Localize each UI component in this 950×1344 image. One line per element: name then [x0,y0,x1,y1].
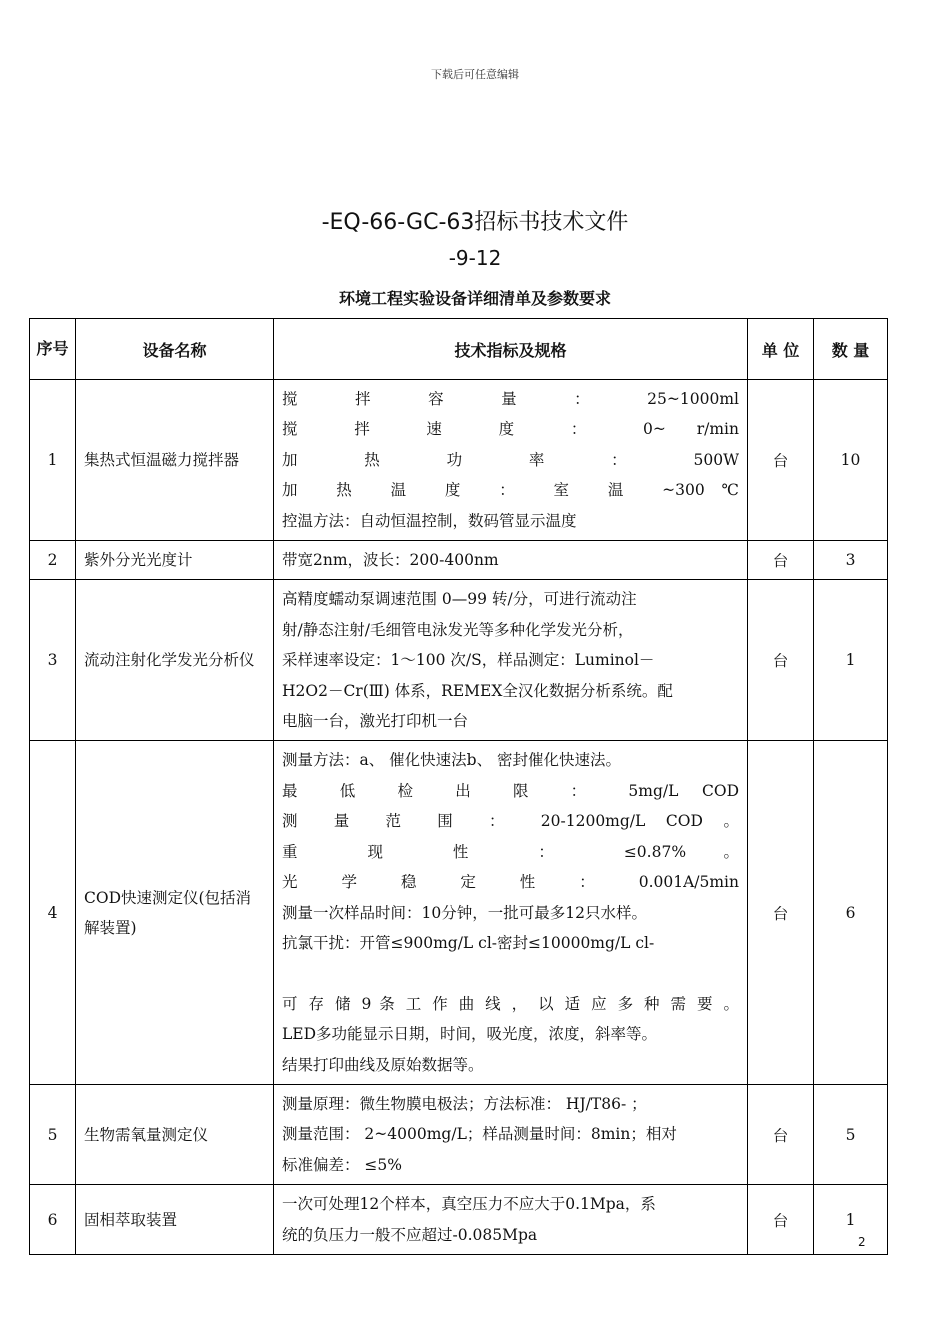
table-row [30,541,888,580]
spec-line: 测量范围： 2~4000mg/L；样品测量时间：8min；相对 [282,1125,677,1144]
spec-line: 测 量 范 围 ： 20-1200mg/L COD 。 [282,812,739,831]
table-row [30,741,888,1084]
row-spec [274,380,748,541]
spec-line: 统的负压力一般不应超过-0.085Mpa [282,1225,538,1244]
row-seq: 6 [30,1185,76,1255]
spec-line [282,958,739,988]
table-row [30,580,888,741]
row-quantity: 1 [814,1185,888,1255]
row-unit: 台 [748,1084,814,1184]
row-equipment-name: COD快速测定仪(包括消解装置) [76,741,274,1084]
row-unit: 台 [748,741,814,1084]
spec-line: 结果打印曲线及原始数据等。 [282,1055,484,1074]
row-spec [274,541,748,580]
page-number: 2 [858,1235,866,1249]
spec-line: 最 低 检 出 限 ： 5mg/L COD [282,781,739,800]
row-spec [274,741,748,1084]
spec-line: 抗氯干扰：开管≤900mg/L cl-密封≤10000mg/L cl- [282,933,655,952]
spec-line: 高精度蠕动泵调速范围 0—99 转/分，可进行流动注 [282,590,637,609]
spec-line: 光 学 稳 定 性 ： 0.001A/5min [282,873,739,892]
row-equipment-name: 紫外分光光度计 [76,541,274,580]
row-quantity: 10 [814,380,888,541]
table-body [30,380,888,1255]
equipment-table [29,318,888,1255]
spec-line: 电脑一台，激光打印机一台 [282,712,469,731]
header-seq: 序号 [30,319,76,380]
spec-line: 标准偏差： ≤5% [282,1155,403,1174]
spec-line: 加 热 温 度 ： 室 温 ~300℃ [282,481,739,500]
row-unit: 台 [748,580,814,741]
spec-line: 一次可处理12个样本，真空压力不应大于0.1Mpa，系 [282,1195,656,1214]
table-row [30,380,888,541]
spec-line: 带宽2nm，波长：200-400nm [282,551,499,570]
row-quantity: 1 [814,580,888,741]
spec-line: LED多功能显示日期，时间，吸光度，浓度，斜率等。 [282,1025,658,1044]
row-spec [274,1084,748,1184]
header-qty: 数 量 [814,319,888,380]
spec-line: 搅 拌 速 度 ： 0~ r/min [282,420,739,439]
row-equipment-name: 生物需氧量测定仪 [76,1084,274,1184]
header-name: 设备名称 [76,319,274,380]
row-seq: 3 [30,580,76,741]
row-quantity: 6 [814,741,888,1084]
page-header-note: 下载后可任意编辑 [431,68,519,81]
table-header-row [30,319,888,380]
row-unit: 台 [748,1185,814,1255]
document-title: -EQ-66-GC-63招标书技术文件 [321,210,629,235]
spec-line: 测量一次样品时间：10分钟，一批可最多12只水样。 [282,903,647,922]
spec-line: 采样速率设定：1～100 次/S，样品测定：Luminol－ [282,651,655,670]
row-unit: 台 [748,380,814,541]
spec-line: 加 热 功 率 ： 500W [282,450,739,469]
row-seq: 5 [30,1084,76,1184]
row-seq: 2 [30,541,76,580]
row-spec [274,580,748,741]
table-row [30,1185,888,1255]
row-equipment-name: 固相萃取装置 [76,1185,274,1255]
spec-line: H2O2－Cr(Ⅲ) 体系，REMEX全汉化数据分析系统。配 [282,681,673,700]
spec-line: 控温方法：自动恒温控制，数码管显示温度 [282,511,577,530]
table-row [30,1084,888,1184]
spec-line: 测量原理：微生物膜电极法；方法标准： HJ/T86- ； [282,1094,647,1113]
document-subtitle: -9-12 [448,246,502,270]
row-quantity: 5 [814,1084,888,1184]
header-spec: 技术指标及规格 [274,319,748,380]
spec-line: 可 存 储 9 条 工 作 曲 线 ， 以 适 应 多 种 需 要 。 [282,994,739,1013]
row-equipment-name: 集热式恒温磁力搅拌器 [76,380,274,541]
spec-line: 搅 拌 容 量 ： 25~1000ml [282,390,739,408]
table-heading: 环境工程实验设备详细清单及参数要求 [338,289,611,308]
row-seq: 1 [30,380,76,541]
row-seq: 4 [30,741,76,1084]
spec-line: 重 现 性 ： ≤0.87% 。 [282,842,739,861]
spec-line: 测量方法：a、 催化快速法b、 密封催化快速法。 [282,751,622,770]
row-quantity: 3 [814,541,888,580]
header-unit: 单 位 [748,319,814,380]
row-spec [274,1185,748,1255]
spec-line: 射/静态注射/毛细管电泳发光等多种化学发光分析， [282,620,634,639]
row-equipment-name: 流动注射化学发光分析仪 [76,580,274,741]
row-unit: 台 [748,541,814,580]
